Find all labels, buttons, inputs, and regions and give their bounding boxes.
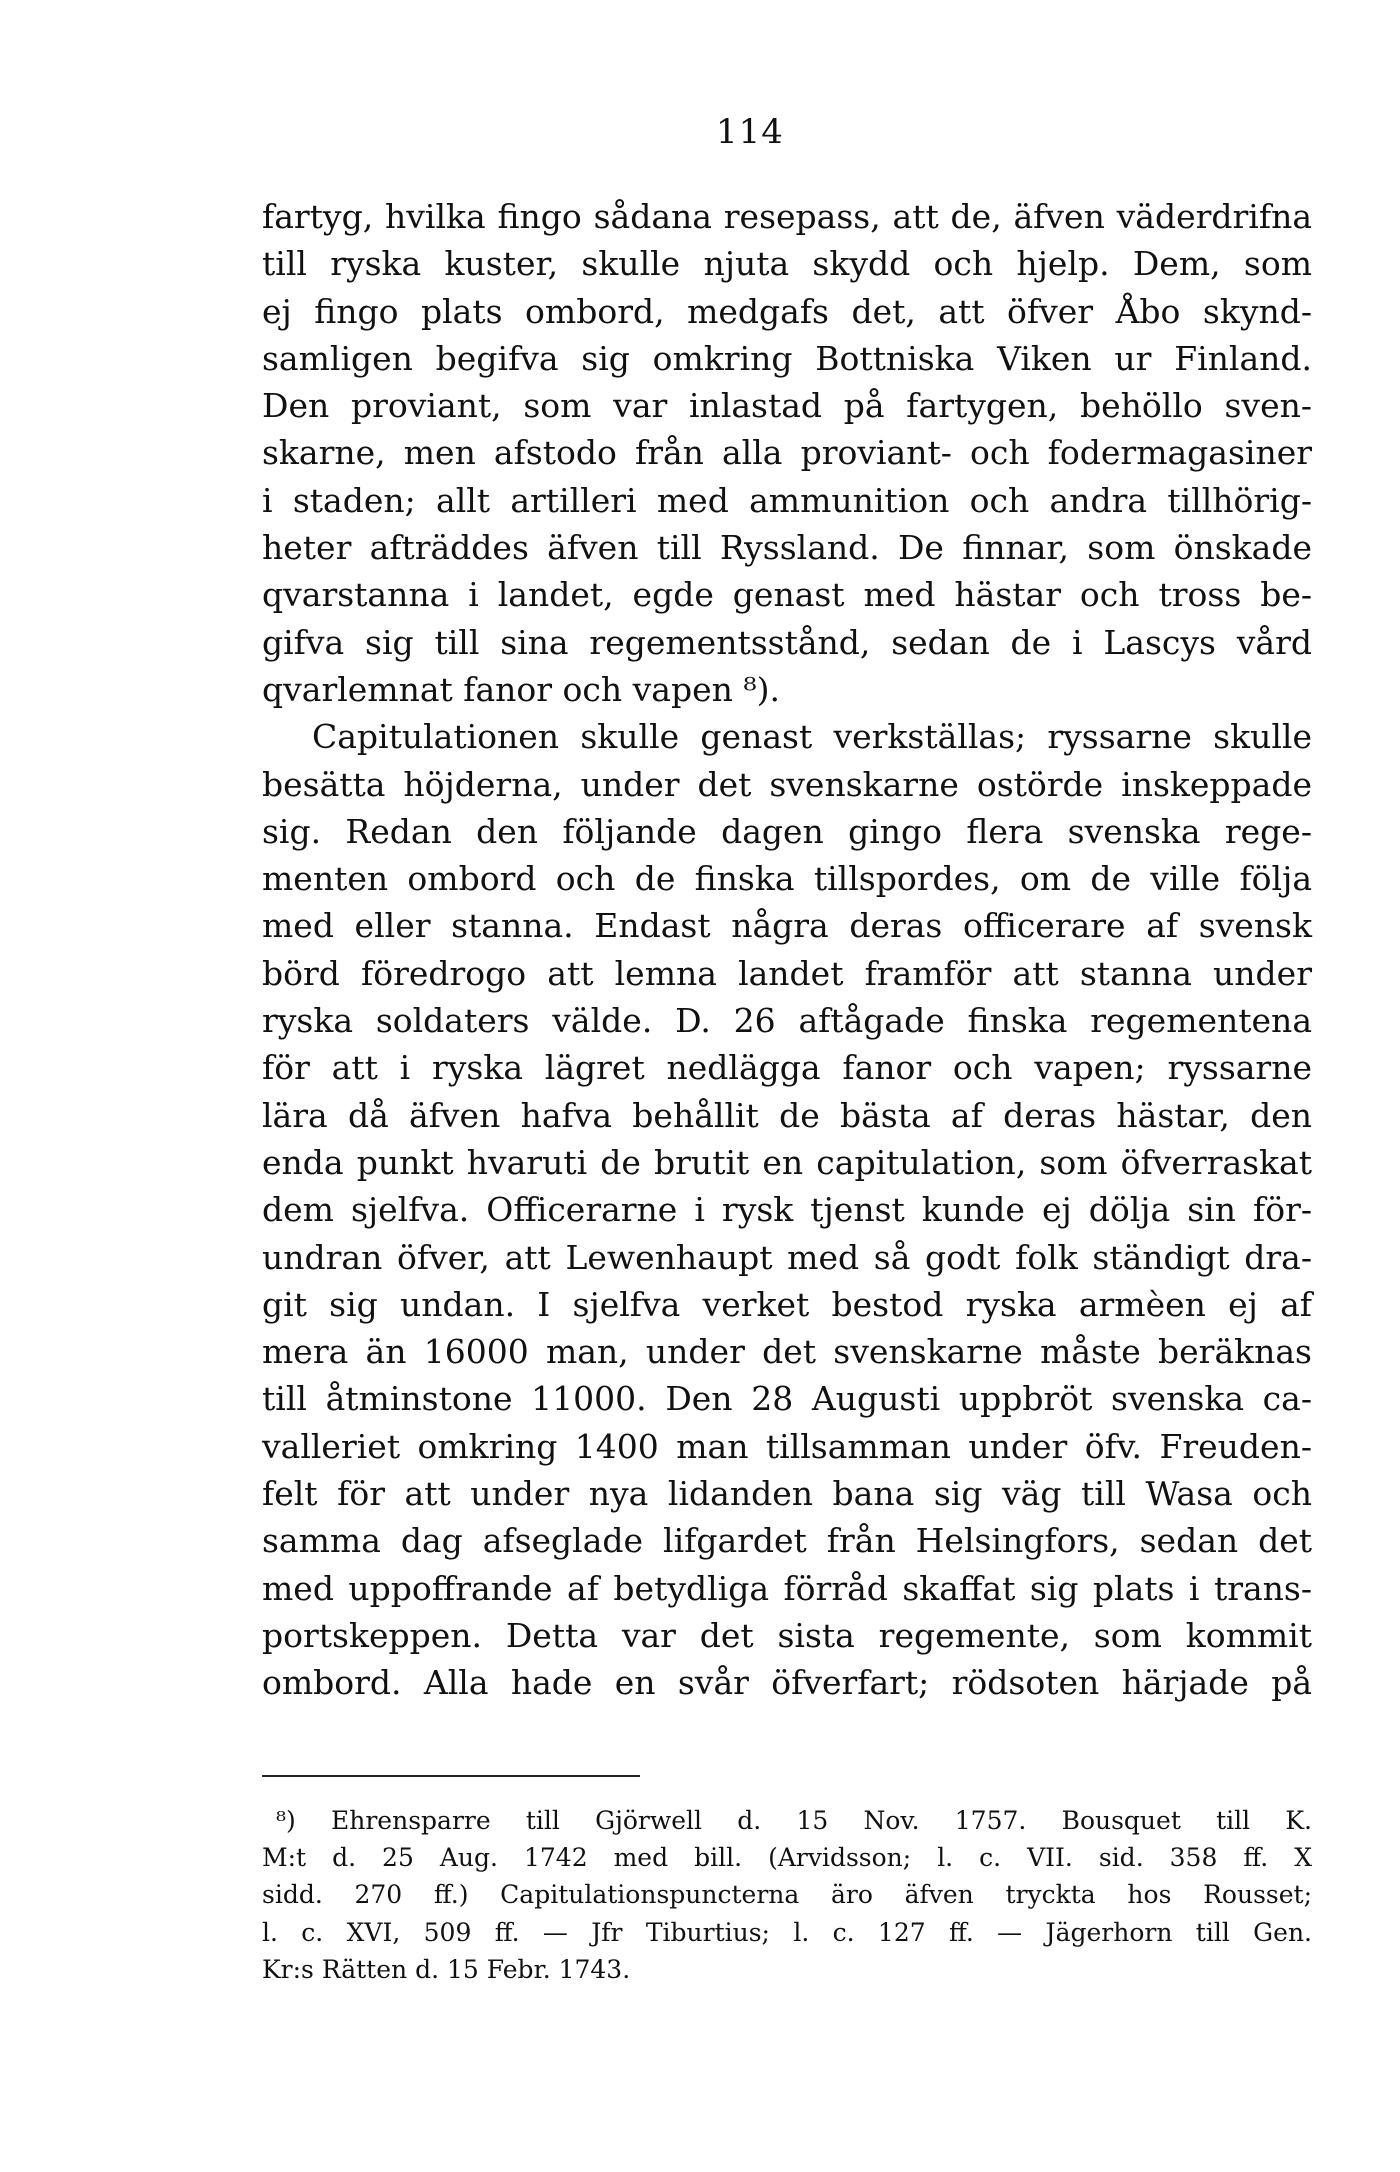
- footnote-line: sidd. 270 ff.) Capitulationspuncterna äro äfven tryckta hos Rousset;: [262, 1880, 1312, 1910]
- body-line: enda punkt hvaruti de brutit en capitulation, som öfverraskat: [262, 1142, 1312, 1182]
- body-line: valleriet omkring 1400 man tillsamman under öfv. Freuden-: [262, 1426, 1312, 1466]
- body-line: mera än 16000 man, under det svenskarne måste beräknas: [262, 1332, 1312, 1372]
- footnote-line: l. c. XVI, 509 ff. — Jfr Tiburtius; l. c. 127 ff. — Jägerhorn till Gen.: [262, 1917, 1312, 1947]
- body-line: till ryska kuster, skulle njuta skydd och hjelp. Dem, som: [262, 244, 1312, 284]
- body-line: börd föredrogo att lemna landet framför att stanna under: [262, 953, 1312, 993]
- body-line: Den proviant, som var inlastad på fartygen, behöllo sven-: [262, 386, 1312, 426]
- body-line: för att i ryska lägret nedlägga fanor och vapen; ryssarne: [262, 1048, 1312, 1088]
- body-text: [262, 193, 1312, 1707]
- body-line: med eller stanna. Endast några deras officerare af svensk: [262, 906, 1312, 946]
- body-line: git sig undan. I sjelfva verket bestod ryska armèen ej af: [262, 1284, 1312, 1324]
- body-line: fartyg, hvilka fingo sådana resepass, att de, äfven väderdrifna: [262, 197, 1312, 236]
- body-line: gifva sig till sina regementsstånd, sedan de i Lascys vård: [262, 622, 1312, 662]
- body-line: skarne, men afstodo från alla proviant- och fodermagasiner: [262, 433, 1312, 473]
- footnote-line: M:t d. 25 Aug. 1742 med bill. (Arvidsson; l. c. VII. sid. 358 ff. X: [262, 1843, 1312, 1873]
- footnote-line: ⁸) Ehrensparre till Gjörwell d. 15 Nov. 1757. Bousquet till K.: [276, 1806, 1312, 1835]
- body-line: sig. Redan den följande dagen gingo flera svenska rege-: [262, 811, 1312, 851]
- footnotes: [262, 1802, 1312, 1988]
- body-line: menten ombord och de finska tillspordes, om de ville följa: [262, 859, 1312, 899]
- body-line: ombord. Alla hade en svår öfverfart; rödsoten härjade på: [262, 1663, 1312, 1703]
- body-line: ej fingo plats ombord, medgafs det, att öfver Åbo skynd-: [262, 291, 1312, 331]
- body-line: i staden; allt artilleri med ammunition och andra tillhörig-: [262, 480, 1312, 520]
- body-line: lära då äfven hafva behållit de bästa af deras hästar, den: [262, 1095, 1312, 1135]
- footnote-divider: [262, 1775, 640, 1777]
- body-line: med uppoffrande af betydliga förråd skaffat sig plats i trans-: [262, 1568, 1312, 1608]
- body-line: dem sjelfva. Officerarne i rysk tjenst kunde ej dölja sin för-: [262, 1190, 1312, 1230]
- body-line: ryska soldaters välde. D. 26 aftågade finska regementena: [262, 1001, 1312, 1041]
- body-line: till åtminstone 11000. Den 28 Augusti uppbröt svenska ca-: [262, 1379, 1312, 1419]
- body-line: undran öfver, att Lewenhaupt med så godt folk ständigt dra-: [262, 1237, 1312, 1277]
- paragraph-start-line: Capitulationen skulle genast verkställas; ryssarne skulle: [312, 717, 1312, 757]
- body-line: felt för att under nya lidanden bana sig väg till Wasa och: [262, 1474, 1312, 1514]
- body-line: samligen begifva sig omkring Bottniska Viken ur Finland.: [262, 338, 1312, 378]
- body-line: samma dag afseglade lifgardet från Helsingfors, sedan det: [262, 1521, 1312, 1561]
- body-line: qvarstanna i landet, egde genast med hästar och tross be-: [262, 575, 1312, 615]
- body-line: heter afträddes äfven till Ryssland. De finnar, som önskade: [262, 528, 1312, 568]
- footnote-line: Kr:s Rätten d. 15 Febr. 1743.: [262, 1954, 631, 1984]
- body-line: qvarlemnat fanor och vapen ⁸).: [262, 669, 780, 709]
- body-line: besätta höjderna, under det svenskarne ostörde inskeppade: [262, 764, 1312, 804]
- body-line: portskeppen. Detta var det sista regemente, som kommit: [262, 1615, 1312, 1655]
- page-number: 114: [716, 112, 784, 152]
